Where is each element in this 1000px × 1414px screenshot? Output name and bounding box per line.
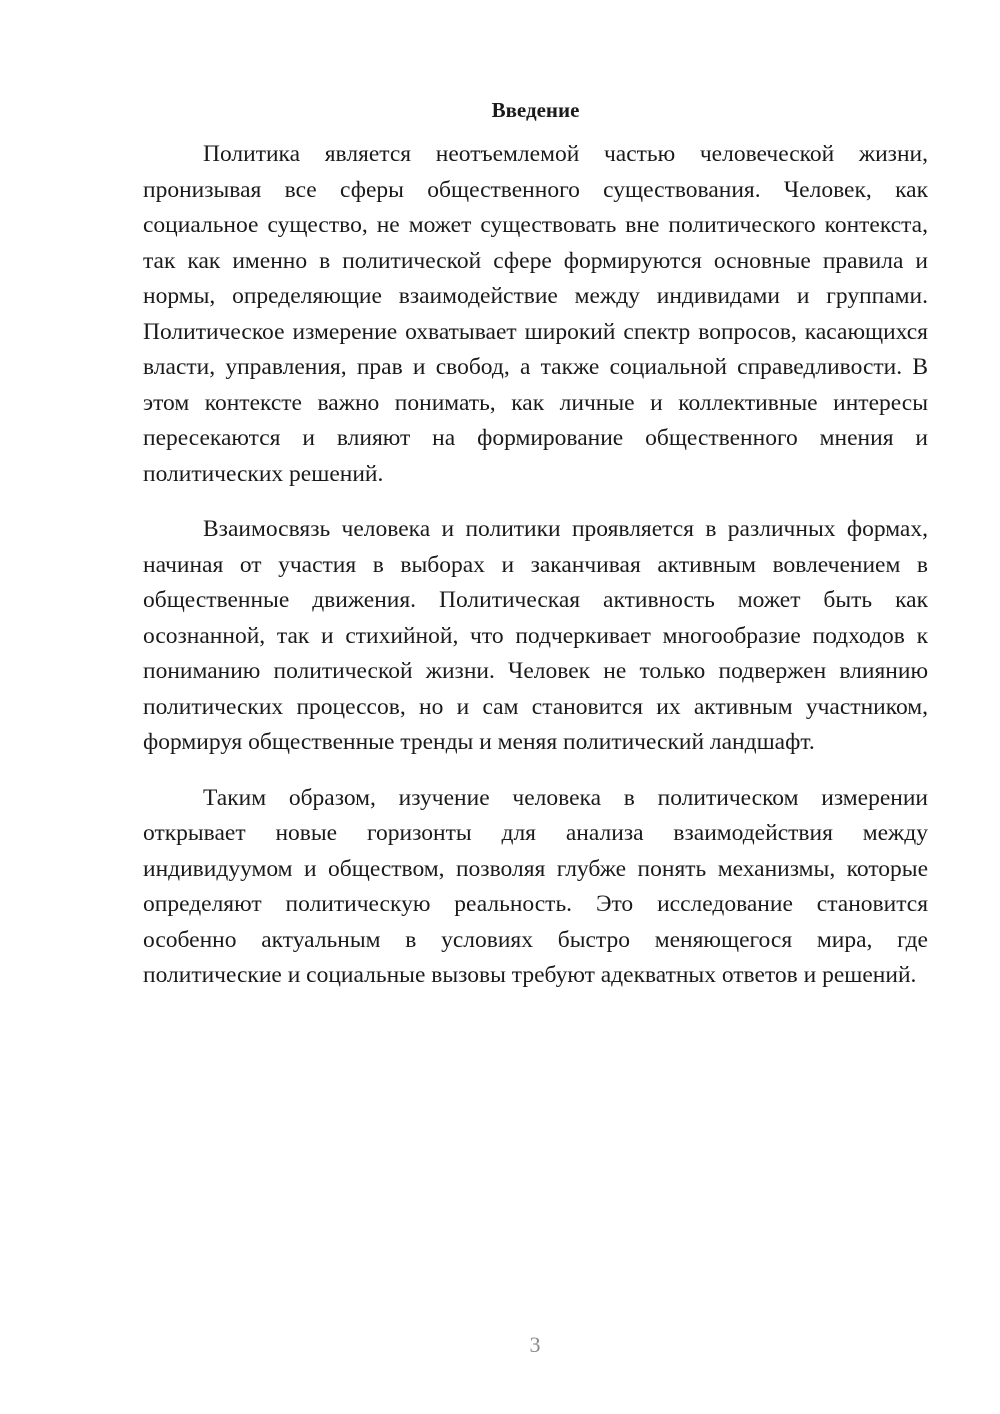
paragraph-1: Политика является неотъемлемой частью человеческой жизни, пронизывая все сферы общественного существования. Человек, как социальное существо, не может существовать вне политического контекста, так как именно в политической сфере формируются основные правила и нормы, определяющие взаимодействие между индивидами и группами. Политическое измерение охватывает широкий спектр вопросов, касающихся власти, управления, прав и свобод, а также социальной справедливости. В этом контексте важно понимать, как личные и коллективные интересы пересекаются и влияют на формирование общественного мнения и политических решений. — [143, 141, 928, 487]
page-number: 3 — [529, 1332, 541, 1357]
paragraph-3: Таким образом, изучение человека в политическом измерении открывает новые горизонты для анализа взаимодействия между индивидуумом и обществом, позволяя глубже понять механизмы, которые определяют политическую реальность. Это исследование становится особенно актуальным в условиях быстро меняющегося мира, где политические и социальные вызовы требуют адекватных ответов и решений. — [143, 784, 928, 988]
section-heading: Введение — [491, 98, 580, 122]
page-content — [143, 95, 928, 1014]
paragraph-2: Взаимосвязь человека и политики проявляется в различных формах, начиная от участия в выборах и заканчивая активным вовлечением в общественные движения. Политическая активность может быть как осознанной, так и стихийной, что подчеркивает многообразие подходов к пониманию политической жизни. Человек не только подвержен влиянию политических процессов, но и сам становится их активным участником, формируя общественные тренды и меняя политический ландшафт. — [143, 516, 928, 755]
